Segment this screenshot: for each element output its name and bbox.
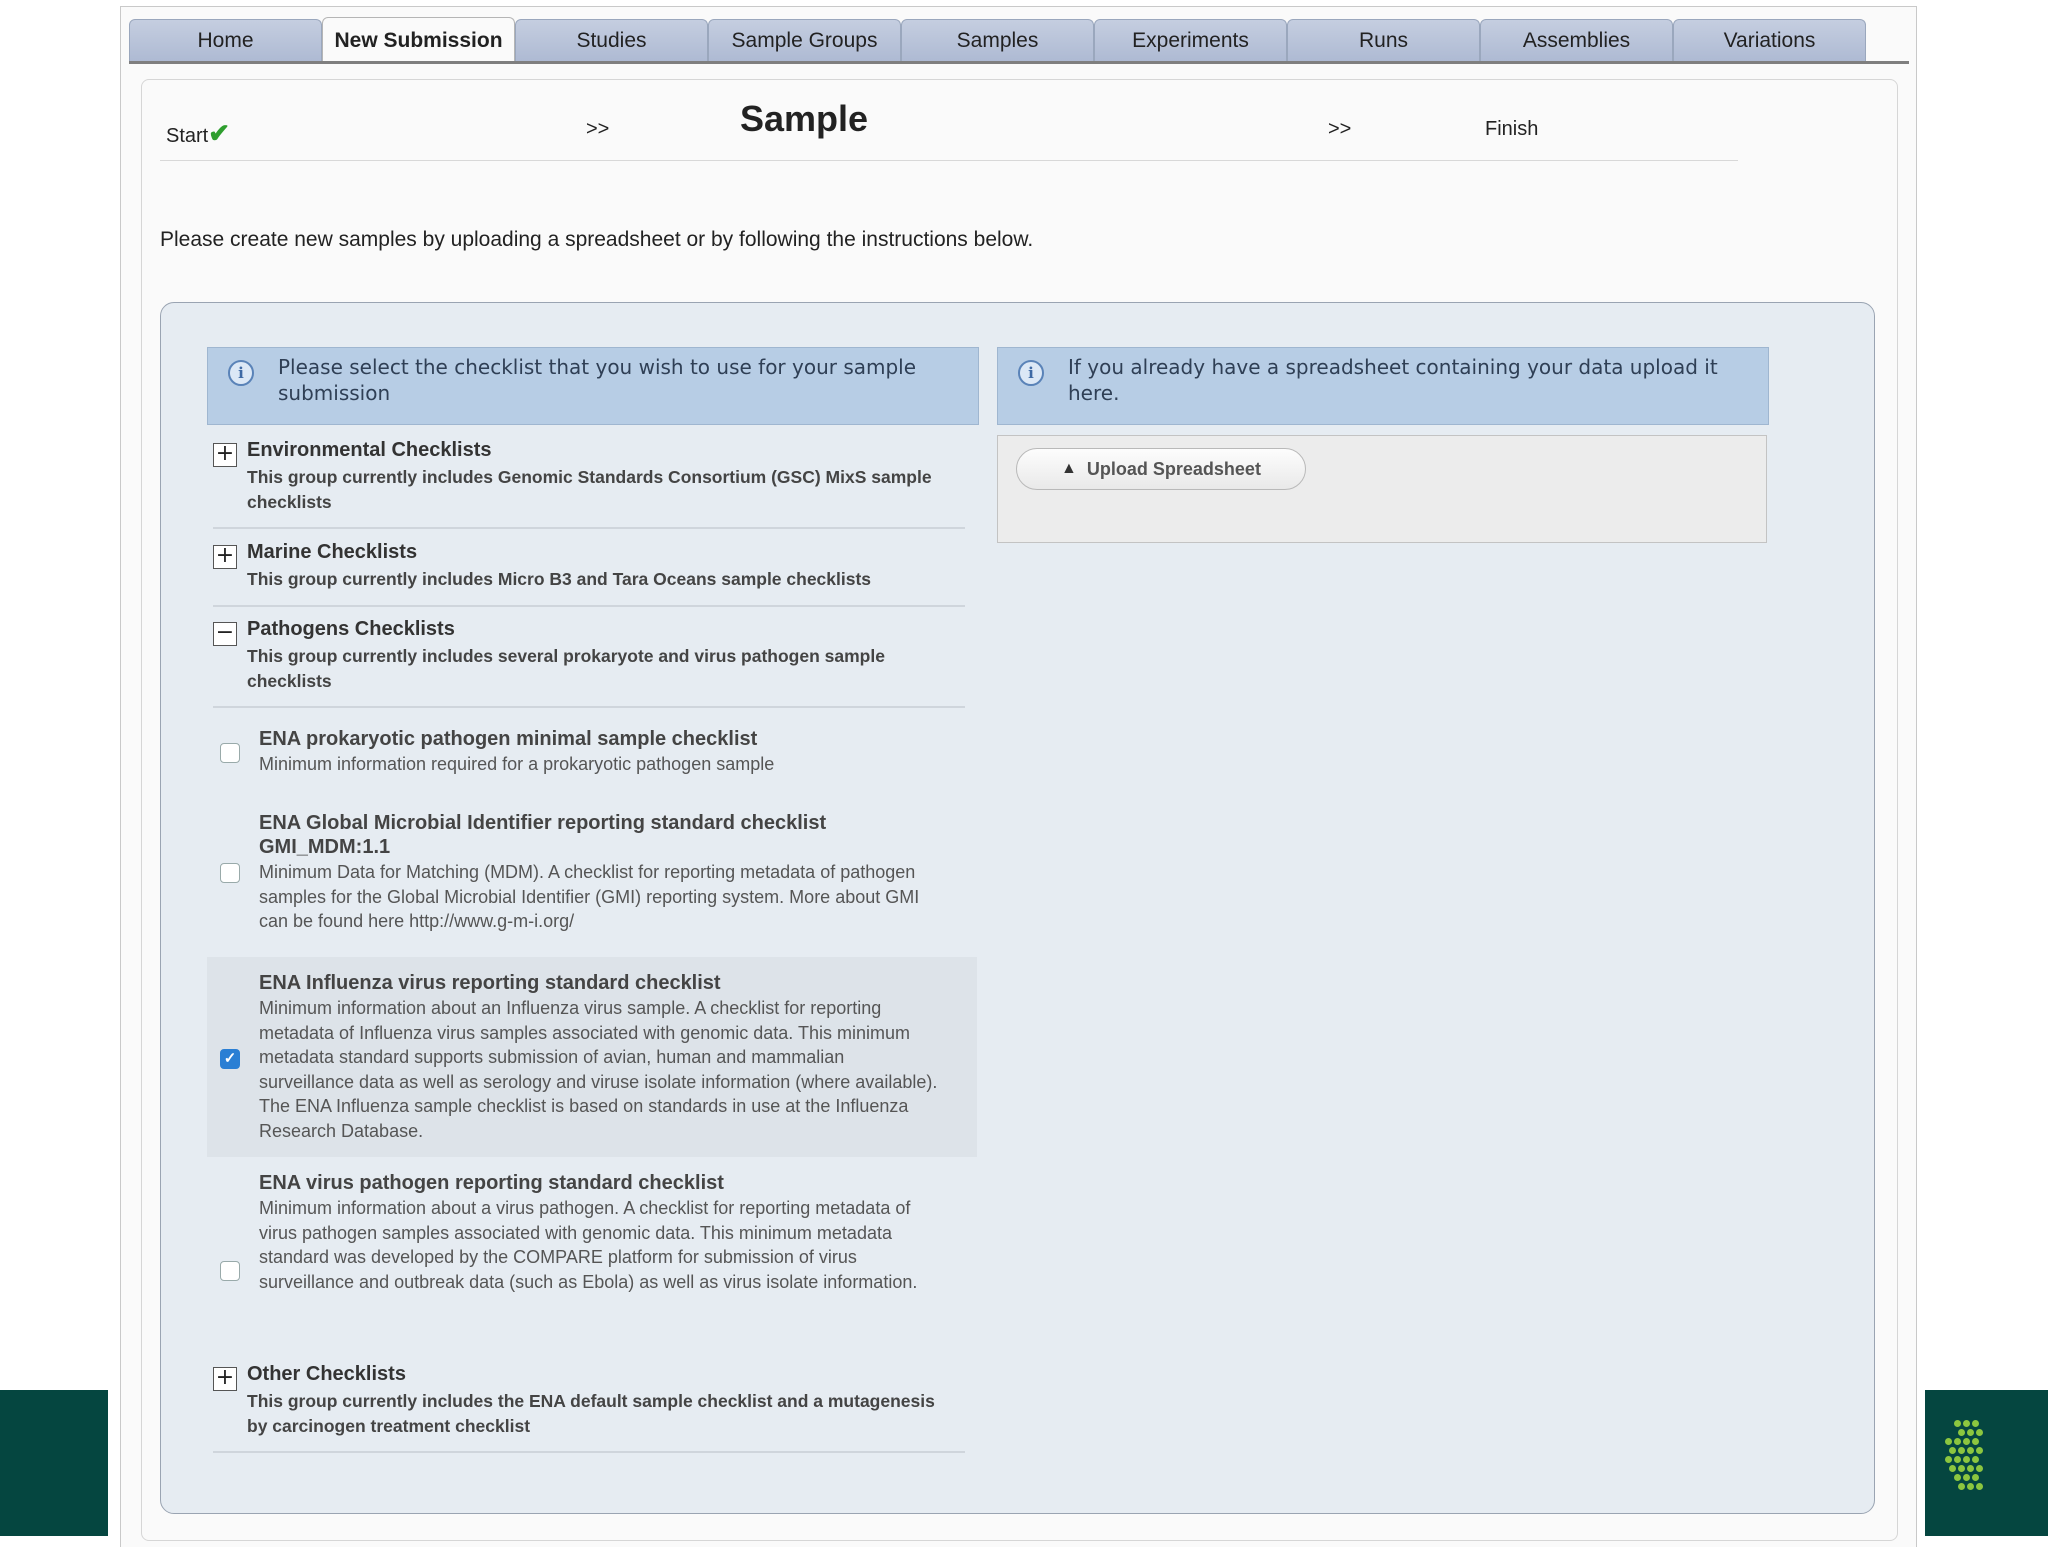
checklist-title: ENA prokaryotic pathogen minimal sample checklist — [259, 728, 758, 750]
expand-icon[interactable]: + — [213, 1367, 237, 1391]
checklist-info-text: Please select the checklist that you wish to use for your sample submission — [278, 355, 917, 405]
checklist-checkbox-checked[interactable]: ✓ — [220, 1049, 240, 1069]
group-title[interactable]: Marine Checklists — [247, 541, 418, 563]
wizard-steps — [160, 98, 1738, 161]
logo-dot — [1963, 1438, 1970, 1445]
logo-dot — [1958, 1465, 1965, 1472]
tab-divider — [129, 61, 1909, 64]
group-description: This group currently includes Genomic Standards Consortium (GSC) MixS sample checklists — [247, 467, 932, 512]
group-title[interactable]: Pathogens Checklists — [247, 618, 455, 640]
submission-window — [120, 6, 1917, 1547]
group-title[interactable]: Environmental Checklists — [247, 439, 492, 461]
logo-dot — [1972, 1474, 1979, 1481]
logo-dot — [1949, 1447, 1956, 1454]
logo-dot — [1963, 1420, 1970, 1427]
tab-new-submission[interactable]: New Submission — [322, 17, 515, 63]
logo-dot — [1949, 1465, 1956, 1472]
logo-dot — [1967, 1447, 1974, 1454]
upload-area — [997, 435, 1767, 543]
upload-button-label: Upload Spreadsheet — [1086, 458, 1261, 479]
logo-dot — [1958, 1483, 1965, 1490]
tab-samples[interactable]: Samples — [901, 19, 1094, 61]
checklist-item-selected — [207, 957, 977, 1157]
checklist-info-box — [207, 347, 979, 425]
logo-dot — [1967, 1483, 1974, 1490]
group-environmental — [213, 439, 965, 529]
logo-dot — [1967, 1429, 1974, 1436]
checklist-area — [160, 302, 1875, 1514]
tab-bar — [129, 19, 1909, 63]
tab-variations[interactable]: Variations — [1673, 19, 1866, 61]
logo-dot — [1976, 1465, 1983, 1472]
group-title[interactable]: Other Checklists — [247, 1363, 406, 1385]
checklist-checkbox[interactable] — [220, 863, 240, 883]
expand-icon[interactable]: + — [213, 545, 237, 569]
step-current: Sample — [740, 98, 869, 139]
logo-dot — [1963, 1456, 1970, 1463]
step-separator: >> — [586, 118, 610, 140]
tab-assemblies[interactable]: Assemblies — [1480, 19, 1673, 61]
logo-dot — [1954, 1456, 1961, 1463]
group-marine — [213, 541, 965, 607]
collapse-icon[interactable]: − — [213, 622, 237, 646]
checklist-item — [207, 723, 977, 783]
logo-dot — [1972, 1456, 1979, 1463]
group-description: This group currently includes the ENA default sample checklist and a mutagenesis by carcinogen treatment checklist — [247, 1391, 935, 1436]
logo-dot — [1954, 1420, 1961, 1427]
checklist-description: Minimum information required for a prokaryotic pathogen sample — [259, 754, 775, 774]
info-icon: i — [228, 360, 254, 386]
tab-runs[interactable]: Runs — [1287, 19, 1480, 61]
step-finish: Finish — [1485, 118, 1539, 140]
logo-dot — [1958, 1429, 1965, 1436]
logo-dot — [1945, 1438, 1952, 1445]
logo-dot — [1958, 1447, 1965, 1454]
intro-text: Please create new samples by uploading a spreadsheet or by following the instructions below. — [160, 228, 1034, 251]
upload-info-box — [997, 347, 1769, 425]
logo-dot — [1967, 1465, 1974, 1472]
checklist-description: Minimum Data for Matching (MDM). A checklist for reporting metadata of pathogen samples for the Global Microbial Identifier (GMI) reporting system. More about GMI can be found here http://www.g-m-i.org/ — [259, 862, 920, 931]
group-other — [213, 1363, 965, 1453]
checklist-description: Minimum information about an Influenza virus sample. A checklist for reporting metadata of Influenza virus samples associated with genomic data. This minimum metadata standard supports submission of avian, human and mammalian surveillance data as well as serology and viruse isolate information (where available). The ENA Influenza sample checklist is based on standards in use at the Influenza Research Database. — [259, 998, 938, 1141]
upload-spreadsheet-button[interactable] — [1016, 448, 1306, 490]
content-panel — [141, 79, 1898, 1541]
logo-dot — [1976, 1483, 1983, 1490]
chevron-up-icon: ▲ — [1061, 460, 1077, 477]
checklist-title: ENA virus pathogen reporting standard checklist — [259, 1172, 724, 1194]
checklist-item — [207, 1171, 977, 1331]
group-description: This group currently includes Micro B3 and Tara Oceans sample checklists — [247, 569, 872, 589]
tab-sample-groups[interactable]: Sample Groups — [708, 19, 901, 61]
logo-dot — [1972, 1438, 1979, 1445]
decorative-panel-right — [1925, 1390, 2048, 1536]
checklist-title: ENA Influenza virus reporting standard checklist — [259, 972, 721, 994]
tab-experiments[interactable]: Experiments — [1094, 19, 1287, 61]
step-separator: >> — [1328, 118, 1352, 140]
expand-icon[interactable]: + — [213, 443, 237, 467]
step-start: Start✔ — [166, 118, 231, 148]
group-description: This group currently includes several prokaryote and virus pathogen sample checklists — [247, 646, 885, 691]
info-icon: i — [1018, 360, 1044, 386]
logo-dot — [1954, 1474, 1961, 1481]
group-pathogens — [213, 618, 965, 708]
tab-home[interactable]: Home — [129, 19, 322, 61]
upload-info-text: If you already have a spreadsheet containing your data upload it here. — [1068, 355, 1718, 405]
logo-dot — [1954, 1438, 1961, 1445]
decorative-panel-left — [0, 1390, 108, 1536]
logo-dot — [1976, 1429, 1983, 1436]
checklist-description: Minimum information about a virus pathogen. A checklist for reporting metadata of virus pathogen samples associated with genomic data. This minimum metadata standard was developed by the COMPARE platform for submission of virus surveillance and outbreak data (such as Ebola) as well as virus isolate information. — [259, 1198, 918, 1292]
logo-dot — [1963, 1474, 1970, 1481]
logo-dot — [1976, 1447, 1983, 1454]
logo-dot — [1945, 1456, 1952, 1463]
logo-dot — [1972, 1420, 1979, 1427]
tab-studies[interactable]: Studies — [515, 19, 708, 61]
checklist-checkbox[interactable] — [220, 743, 240, 763]
checkmark-icon: ✔ — [208, 118, 231, 148]
checklist-item — [207, 811, 977, 941]
checklist-checkbox[interactable] — [220, 1261, 240, 1281]
checklist-title: ENA Global Microbial Identifier reporting standard checklist GMI_MDM:1.1 — [259, 812, 827, 858]
